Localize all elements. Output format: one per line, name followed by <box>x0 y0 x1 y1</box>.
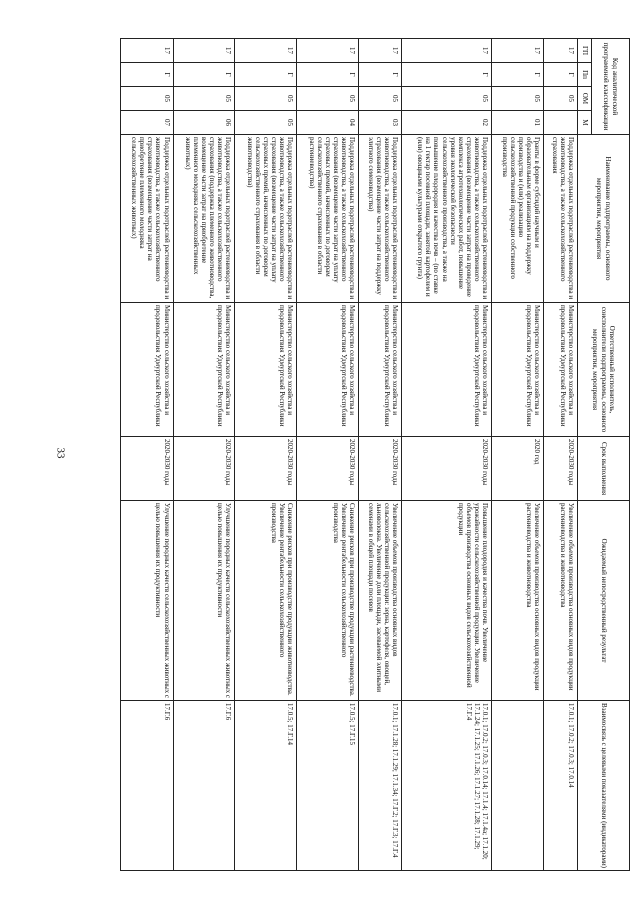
cell-result: Повышение плодородия и качества почв. Увеличение урожайности сельскохозяйственной продукции. Увеличение объемов производства основных видов сельскохозяйственной продукции <box>401 501 491 701</box>
cell-term: 2020-2030 годы <box>235 437 297 501</box>
header-gp: ГП <box>578 39 592 63</box>
header-term: Срок выполнения <box>578 437 630 501</box>
cell-indicators: 17.Г.6 <box>121 701 174 871</box>
table-row <box>358 39 401 871</box>
cell-indicators: 17.Г.6 <box>173 701 235 871</box>
cell-name: Поддержка отдельных подотраслей растениеводства и животноводства, а также сельскохозяйственного страхования (возмещение части затрат на приобретение племенного молодняка сельскохозяйственных животных) <box>121 135 174 303</box>
cell-gp: 17 <box>297 39 359 63</box>
table-row <box>173 39 235 871</box>
cell-responsible: Министерство сельского хозяйства и продовольствия Удмуртской Республики <box>173 303 235 437</box>
header-om: ОМ <box>578 87 592 111</box>
cell-name: Поддержка отдельных подотраслей растениеводства и животноводства, а также сельскохозяйственного страхования (поддержка племенного животноводства, возмещение части затрат на приобретение племенного молодняка сельскохозяйственных животных) <box>173 135 235 303</box>
cell-term: 2020-2030 годы <box>358 437 401 501</box>
header-indicators: Взаимосвязь с целевыми показателями (индикаторами) <box>578 701 630 871</box>
cell-m: 01 <box>491 111 543 135</box>
cell-term: 2020 год <box>491 437 543 501</box>
cell-om: 05 <box>121 87 174 111</box>
cell-om: 05 <box>235 87 297 111</box>
cell-name: Поддержка отдельных подотраслей растениеводства и животноводства, а также сельскохозяйственного страхования (возмещение части затрат на уплату страховых премий, начисленных по договорам сельскохозяйственного страхования в области животноводства) <box>235 135 297 303</box>
cell-responsible: Министерство сельского хозяйства и продовольствия Удмуртской Республики <box>491 303 543 437</box>
cell-m <box>544 111 578 135</box>
cell-pp: Г <box>544 63 578 87</box>
table-row <box>121 39 174 871</box>
cell-result: Увеличение объемов производства основных видов сельскохозяйственной продукции: зерна, картофеля, овощей, льноволокна. Увеличение доли площади, засеваемой элитными семенами в общей площади посевов <box>358 501 401 701</box>
cell-indicators: 17.0.1; 17.1.28; 17.1.29; 17.1.34; 17.Г.2; 17.Г.3; 17.Г.4 <box>358 701 401 871</box>
cell-indicators <box>491 701 543 871</box>
cell-om: 05 <box>544 87 578 111</box>
program-table <box>120 38 630 871</box>
cell-gp: 17 <box>544 39 578 63</box>
cell-gp: 17 <box>235 39 297 63</box>
cell-term: 2020-2030 годы <box>121 437 174 501</box>
cell-pp: Г <box>297 63 359 87</box>
header-responsible: Ответственный исполнитель, соисполнители подпрограммы, основного мероприятия, мероприятия <box>578 303 630 437</box>
cell-pp: Г <box>401 63 491 87</box>
cell-result: Улучшение породных качеств сельскохозяйственных животных с целью повышения их продуктивности <box>173 501 235 701</box>
cell-responsible: Министерство сельского хозяйства и продовольствия Удмуртской Республики <box>401 303 491 437</box>
cell-gp: 17 <box>401 39 491 63</box>
cell-result: Снижение рисков при производстве продукции животноводства. Увеличение рентабельности сельскохозяйственного производства <box>235 501 297 701</box>
rotated-table-container <box>120 38 630 870</box>
cell-result: Снижение рисков при производстве продукции растениеводства. Увеличение рентабельности сельскохозяйственного производства <box>297 501 359 701</box>
cell-m: 05 <box>235 111 297 135</box>
cell-gp: 17 <box>173 39 235 63</box>
cell-term: 2020-2030 годы <box>173 437 235 501</box>
cell-m: 07 <box>121 111 174 135</box>
cell-m: 03 <box>358 111 401 135</box>
cell-pp: Г <box>121 63 174 87</box>
cell-om: 05 <box>401 87 491 111</box>
header-pp: Пп <box>578 63 592 87</box>
cell-name: Поддержка отдельных подотраслей растениеводства и животноводства, а также сельскохозяйственного страхования <box>544 135 578 303</box>
cell-indicators: 17.0.1; 17.0.2; 17.0.3; 17.0.14 <box>544 701 578 871</box>
cell-responsible: Министерство сельского хозяйства и продовольствия Удмуртской Республики <box>121 303 174 437</box>
table-row <box>297 39 359 871</box>
cell-om: 05 <box>358 87 401 111</box>
cell-gp: 17 <box>121 39 174 63</box>
cell-m: 04 <box>297 111 359 135</box>
table-row <box>491 39 543 871</box>
header-row <box>592 39 630 871</box>
cell-m: 02 <box>401 111 491 135</box>
cell-name: Гранты в форме субсидий научным и образовательным организациям на поддержку производства и (или) реализацию сельскохозяйственной продукции собственного производства <box>491 135 543 303</box>
cell-term: 2020-2030 годы <box>401 437 491 501</box>
cell-m: 06 <box>173 111 235 135</box>
cell-om: 05 <box>297 87 359 111</box>
cell-responsible: Министерство сельского хозяйства и продовольствия Удмуртской Республики <box>297 303 359 437</box>
header-result: Ожидаемый непосредственный результат <box>578 501 630 701</box>
cell-pp: Г <box>358 63 401 87</box>
header-code-group: Код аналитической программной классификации <box>592 39 630 135</box>
cell-responsible: Министерство сельского хозяйства и продовольствия Удмуртской Республики <box>235 303 297 437</box>
cell-indicators: 17.0.1; 17.0.2; 17.0.3; 17.0.14; 17.1.4; 17.1.4a; 17.1.20; 17.1.24; 17.1.25; 17.1.26; 17.1.27; 17.1.28; 17.1.29; 17.Г.4 <box>401 701 491 871</box>
table-row <box>401 39 491 871</box>
cell-pp: Г <box>173 63 235 87</box>
cell-indicators: 17.0.5; 17.Г.15 <box>297 701 359 871</box>
cell-name: Поддержка отдельных подотраслей растениеводства и животноводства, а также сельскохозяйственного страхования (возмещение части затрат на проведение комплекса агротехнологических работ, повышение уровня экологической безопасности сельскохозяйственного производства, а также на повышение плодородия и качества почв – (по ставке на 1 гектар посевной площади, занятой картофелем и (или) овощными культурами открытого грунта) <box>401 135 491 303</box>
page-number: 33 <box>54 447 67 459</box>
cell-responsible: Министерство сельского хозяйства и продовольствия Удмуртской Республики <box>544 303 578 437</box>
cell-gp: 17 <box>491 39 543 63</box>
cell-term: 2020-2030 годы <box>297 437 359 501</box>
cell-name: Поддержка отдельных подотраслей растениеводства и животноводства, а также сельскохозяйственного страхования (возмещение части затрат на уплату страховых премий, начисленных по договорам сельскохозяйственного страхования в области растениеводства) <box>297 135 359 303</box>
cell-result: Увеличение объемов производства основных видов продукции растениеводства и животноводства <box>544 501 578 701</box>
cell-name: Поддержка отдельных подотраслей растениеводства и животноводства, а также сельскохозяйственного страхования (возмещение части затрат на поддержку элитного семеноводства) <box>358 135 401 303</box>
table-row <box>544 39 578 871</box>
cell-gp: 17 <box>358 39 401 63</box>
cell-om: 05 <box>173 87 235 111</box>
cell-om: 05 <box>491 87 543 111</box>
header-m: М <box>578 111 592 135</box>
cell-pp: Г <box>235 63 297 87</box>
header-name: Наименование подпрограммы, основного мероприятия, мероприятия <box>578 135 630 303</box>
cell-term: 2020-2030 годы <box>544 437 578 501</box>
table-body <box>121 39 578 871</box>
cell-responsible: Министерство сельского хозяйства и продовольствия Удмуртской Республики <box>358 303 401 437</box>
cell-pp: Г <box>491 63 543 87</box>
cell-result: Улучшение породных качеств сельскохозяйственных животных с целью повышения их продуктивности <box>121 501 174 701</box>
cell-indicators: 17.0.5; 17.Г.14 <box>235 701 297 871</box>
cell-result: Увеличение объемов производства основных видов продукции растениеводства и животноводства <box>491 501 543 701</box>
table-row <box>235 39 297 871</box>
